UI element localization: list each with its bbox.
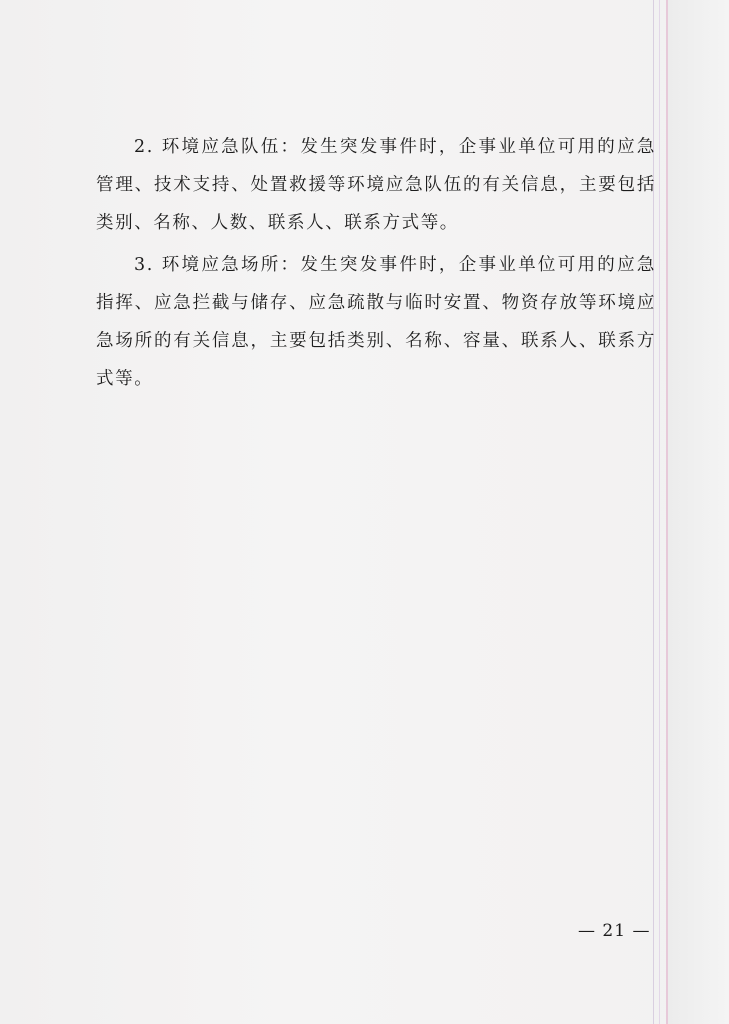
paragraph-emergency-team: 2. 环境应急队伍：发生突发事件时，企事业单位可用的应急管理、技术支持、处置救援等环境应急队伍的有关信息，主要包括类别、名称、人数、联系人、联系方式等。 — [96, 137, 656, 233]
binding-margin — [668, 0, 729, 1024]
paragraph-emergency-site: 3. 环境应急场所：发生突发事件时，企事业单位可用的应急指挥、应急拦截与储存、应急疏散与临时安置、物资存放等环境应急场所的有关信息，主要包括类别、名称、容量、联系人、联系方式等。 — [96, 255, 656, 389]
document-body — [96, 128, 656, 402]
binding-line — [659, 0, 660, 1024]
page-number: — 21 — — [578, 921, 651, 941]
